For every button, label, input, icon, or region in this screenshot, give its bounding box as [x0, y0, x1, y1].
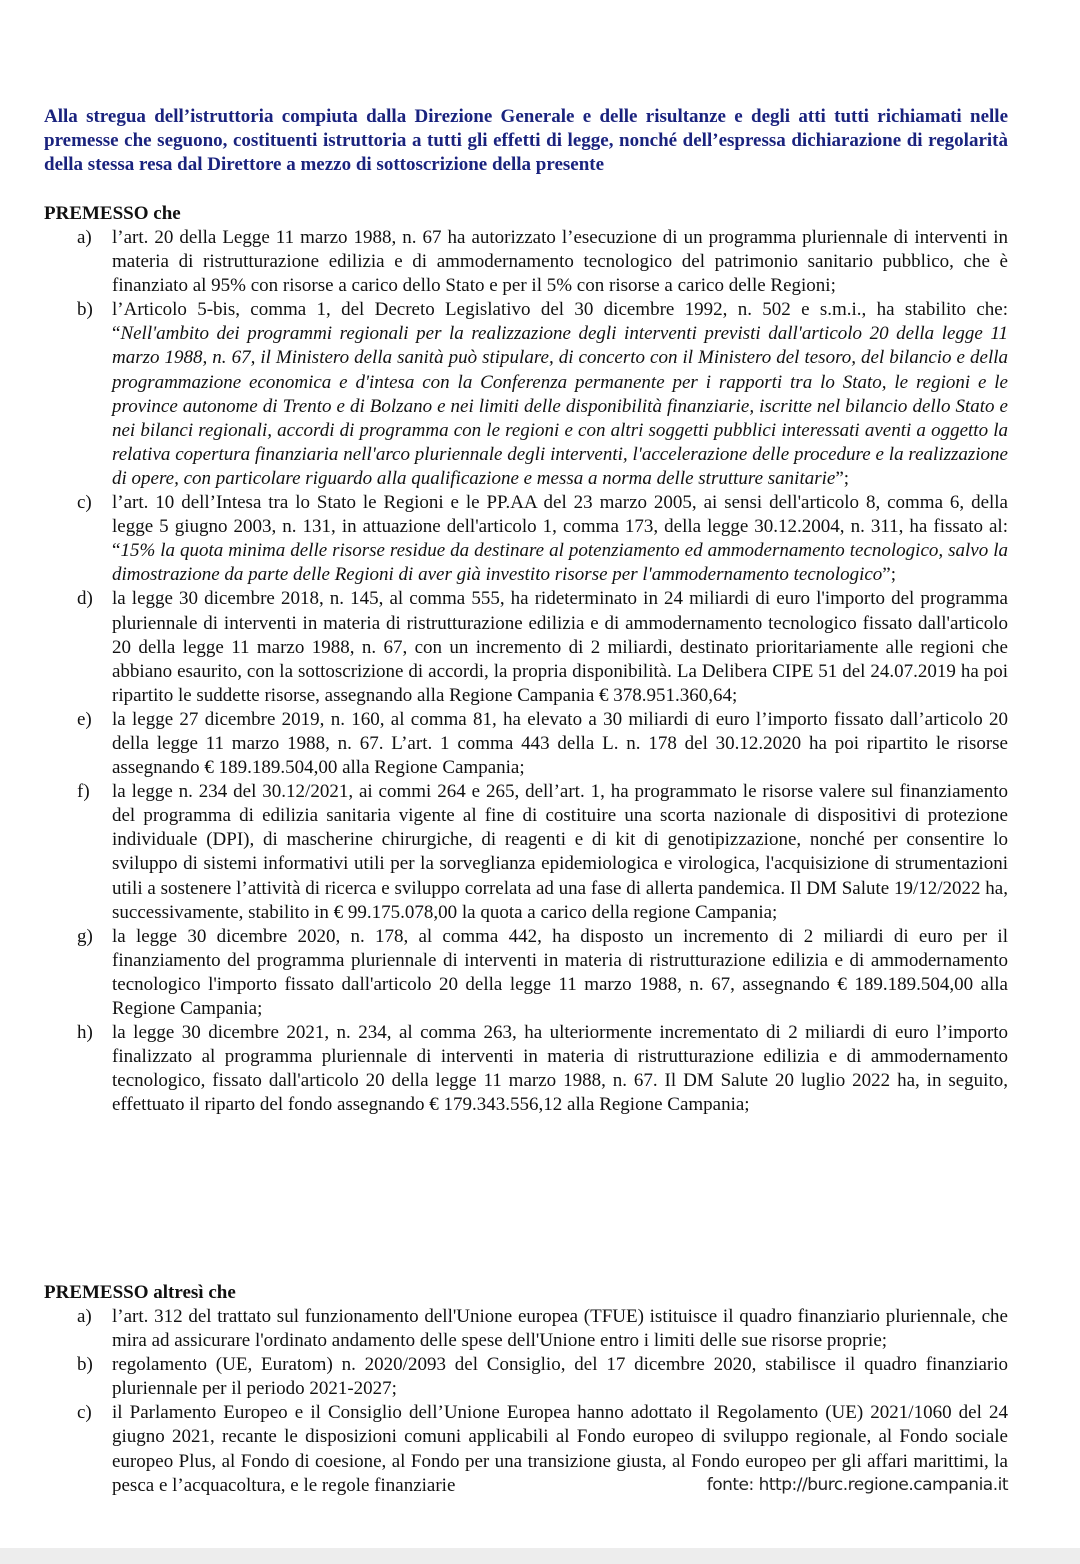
list-marker: c) [77, 1402, 92, 1424]
list-item-text: l’art. 312 del trattato sul funzionamento dell'Unione europea (TFUE) istituisce il quadro finanziario pluriennale, che mira ad assicurare l'ordinato andamento delle spese dell'Unione entro i limiti delle sue risorse proprie; [112, 1306, 1008, 1352]
list-item-text: l’art. 20 della Legge 11 marzo 1988, n. 67 ha autorizzato l’esecuzione di un programma pluriennale di interventi in materia di ristrutturazione edilizia e di ammodernamento tecnologico del patrimonio sanitario pubblico, che è finanziato al 95% con risorse a carico dello Stato e per il 5% con risorse a carico delle Regioni; [112, 227, 1008, 297]
list-marker: c) [77, 492, 92, 514]
list-marker: b) [77, 299, 93, 321]
list-item-text-end: ”; [882, 564, 897, 586]
list-item [44, 587, 1008, 707]
quoted-text: 15% la quota minima delle risorse residue da destinare al potenziamento ed ammodernamento tecnologico, salvo la dimostrazione da parte delle Regioni di aver già investito risorse per l'ammodernamento tecnologico [112, 540, 1008, 586]
list-item [44, 226, 1008, 298]
list-marker: h) [77, 1022, 93, 1044]
page-bottom-edge [0, 1548, 1080, 1564]
premesso-altresi-list [44, 1305, 1008, 1498]
list-item [44, 780, 1008, 925]
list-item-text: la legge n. 234 del 30.12/2021, ai commi 264 e 265, dell’art. 1, ha programmato le risorse valere sul finanziamento del programma di edilizia sanitaria vigente al fine di costituire una scorta nazionale di dispositivi di protezione individuale (DPI), di mascherine chirurgiche, di reagenti e di kit di genotipizzazione, nonché per consentire lo sviluppo di sistemi informativi utili per la sorveglianza epidemiologica e virologica, l'acquisizione di strumentazioni utili a sostenere l’attività di ricerca e sviluppo correlata ad una fase di allerta pandemica. Il DM Salute 19/12/2022 ha, successivamente, stabilito in € 99.175.078,00 la quota a carico della regione Campania; [112, 781, 1008, 923]
list-item [44, 298, 1008, 491]
list-item [44, 1021, 1008, 1117]
source-watermark: fonte: http://burc.regione.campania.it [707, 1473, 1008, 1497]
list-item-text: l’Articolo 5-bis, comma 1, del Decreto Legislativo del 30 dicembre 1992, n. 502 e s.m.i., ha stabilito che: “ [112, 299, 1008, 345]
list-item [44, 491, 1008, 587]
list-item-text: la legge 30 dicembre 2020, n. 178, al comma 442, ha disposto un incremento di 2 miliardi di euro per il finanziamento del programma pluriennale di interventi in materia di ristrutturazione edilizia e di ammodernamento tecnologico l'importo fissato dall'articolo 20 della legge 11 marzo 1988, n. 67, assegnando € 189.189.504,00 alla Regione Campania; [112, 925, 1008, 1019]
list-marker: g) [77, 925, 93, 947]
list-item-text: la legge 30 dicembre 2021, n. 234, al comma 263, ha ulteriormente incrementato di 2 miliardi di euro l’importo finalizzato al programma pluriennale di interventi in materia di ristrutturazione edilizia e di ammodernamento tecnologico, fissato dall'articolo 20 della legge 11 marzo 1988, n. 67. Il DM Salute 20 luglio 2022 ha, in seguito, effettuato il riparto del fondo assegnando € 179.343.556,12 alla Regione Campania; [112, 1022, 1008, 1116]
section-title-premesso-altresi: PREMESSO altresì che [44, 1282, 236, 1303]
list-item-text: regolamento (UE, Euratom) n. 2020/2093 del Consiglio, del 17 dicembre 2020, stabilisce il quadro finanziario pluriennale per il periodo 2021-2027; [112, 1354, 1008, 1400]
list-item-text: il Parlamento Europeo e il Consiglio dell’Unione Europea hanno adottato il Regolamento (UE) 2021/1060 del 24 giugno 2021, recante le disposizioni comuni applicabili al Fondo europeo di sviluppo regionale, al Fondo sociale europeo Plus, al Fondo di coesione, al Fondo per una transizione giusta, al Fondo europeo per gli affari marittimi, la pesca e l’acquacoltura, e le regole finanziarie [112, 1402, 1008, 1496]
section-title-premesso: PREMESSO che [44, 203, 181, 224]
list-marker: a) [77, 1306, 92, 1327]
list-item-text: la legge 27 dicembre 2019, n. 160, al comma 81, ha elevato a 30 miliardi di euro l’importo fissato dall’articolo 20 della legge 11 marzo 1988, n. 67. L’art. 1 comma 443 della L. n. 178 del 30.12.2020 ha poi ripartito le risorse assegnando € 189.189.504,00 alla Regione Campania; [112, 708, 1008, 779]
list-item-text: la legge 30 dicembre 2018, n. 145, al comma 555, ha rideterminato in 24 miliardi di euro l'importo del programma pluriennale di interventi in materia di ristrutturazione edilizia e di ammodernamento tecnologico fissato dall'articolo 20 della legge 11 marzo 1988, n. 67, con un incremento di 2 miliardi, destinato prioritariamente alle regioni che abbiano esaurito, con la sottoscrizione di accordi, la propria disponibilità. La Delibera CIPE 51 del 24.07.2019 ha poi ripartito le suddette risorse, assegnando alla Regione Campania € 378.951.360,64; [112, 588, 1008, 706]
premesso-list [44, 226, 1008, 1117]
list-marker: a) [77, 227, 92, 248]
list-item [44, 1401, 1008, 1497]
list-marker: d) [77, 588, 93, 610]
list-marker: f) [77, 781, 90, 803]
list-marker: b) [77, 1354, 93, 1376]
list-item [44, 1353, 1008, 1401]
list-item [44, 925, 1008, 1021]
intro-paragraph: Alla stregua dell’istruttoria compiuta dalla Direzione Generale e delle risultanze e degli atti tutti richiamati nelle premesse che seguono, costituenti istruttoria a tutti gli effetti di legge, nonché dell’espressa dichiarazione di regolarità della stessa resa dal Direttore a mezzo di sottoscrizione della presente [44, 106, 1008, 175]
list-item-text-end: ”; [835, 467, 850, 489]
list-marker: e) [77, 708, 92, 730]
list-item [44, 1305, 1008, 1353]
quoted-text: Nell'ambito dei programmi regionali per la realizzazione degli interventi previsti dall'articolo 20 della legge 11 marzo 1988, n. 67, il Ministero della sanità può stipulare, di concerto con il Ministero del tesoro, del bilancio e della programmazione economica e d'intesa con la Conferenza permanente per i rapporti tra lo Stato, le regioni e le province autonome di Trento e di Bolzano e nei limiti delle disponibilità finanziarie, iscritte nel bilancio dello Stato e nei bilanci regionali, accordi di programma con le regioni e con altri soggetti pubblici interessati aventi a oggetto la relativa copertura finanziaria nell'arco pluriennale degli interventi, l'accelerazione delle procedure e la realizzazione di opere, con particolare riguardo alla qualificazione e messa a norma delle strutture sanitarie [112, 323, 1008, 489]
list-item-text: l’art. 10 dell’Intesa tra lo Stato le Regioni e le PP.AA del 23 marzo 2005, ai sensi dell'articolo 8, comma 6, della legge 5 giugno 2003, n. 131, in attuazione dell'articolo 1, comma 173, della legge 30.12.2004, n. 311, ha fissato al: “ [112, 492, 1008, 562]
list-item [44, 708, 1008, 780]
